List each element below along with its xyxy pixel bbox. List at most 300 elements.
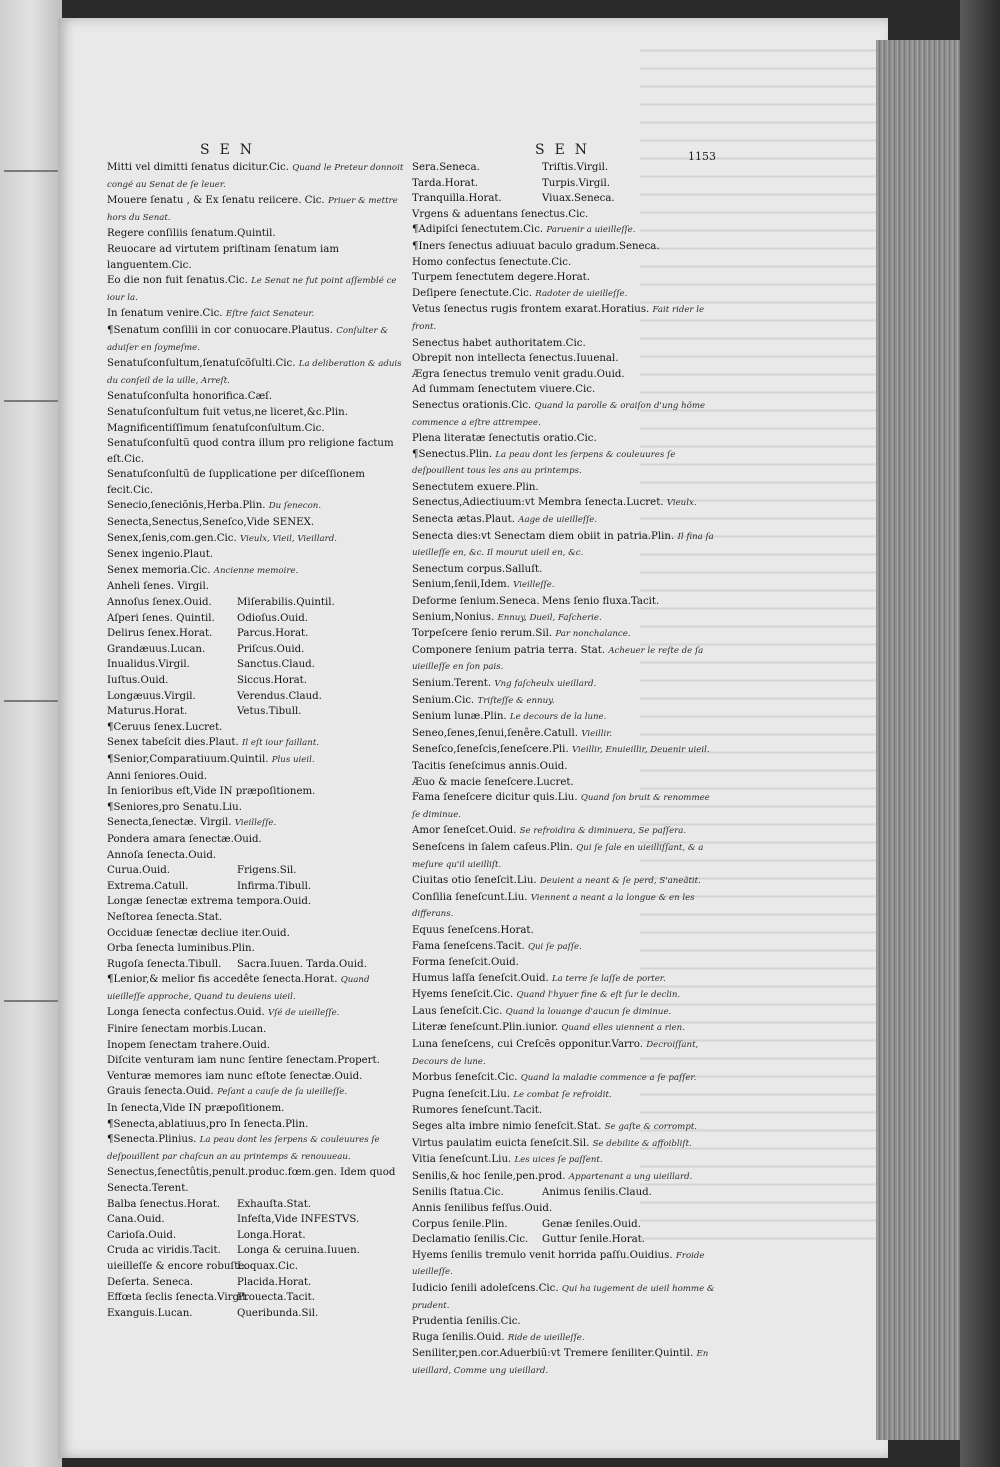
- entry-term: Sacra.Iuuen. Tarda.Ouid.: [237, 958, 367, 970]
- entry-term: Placida.Horat.: [237, 1276, 312, 1288]
- entry-pair: [107, 1243, 407, 1259]
- entry-term: Longa & ceruina.Iuuen.: [237, 1245, 360, 1257]
- entry-text: Senectutem exuere.Plin.: [412, 481, 539, 493]
- entry-text: Orba ſenecta luminibus.Plin.: [107, 943, 255, 955]
- dictionary-entry: [412, 955, 720, 971]
- french-gloss: La deliberation & aduis du conſeil de la uille, Arreſt.: [107, 359, 402, 386]
- french-gloss: Peſant a cauſe de ſa uieilleſſe.: [217, 1087, 348, 1098]
- french-gloss: Qui ſe ſale en uieilliſſant, & a meſure qu'il uieilliſt.: [412, 842, 704, 870]
- dictionary-entry: [412, 610, 720, 627]
- dictionary-entry: [412, 239, 720, 255]
- dictionary-entry: [107, 421, 407, 437]
- french-gloss: Vieillir, Enuieillir, Deuenir uieil.: [571, 745, 710, 756]
- dictionary-entry: [107, 160, 407, 193]
- dictionary-entry: [412, 987, 720, 1004]
- entry-term: Queribunda.Sil.: [237, 1307, 319, 1319]
- entry-text: Vitia ſeneſcunt.Liu.: [412, 1154, 512, 1166]
- entry-pair: [107, 611, 407, 627]
- dictionary-entry: [412, 1330, 720, 1347]
- dictionary-entry: [107, 547, 407, 563]
- dictionary-entry: [107, 1101, 407, 1117]
- entry-term: Rugoſa ſenecta.Tibull.: [107, 958, 222, 970]
- entry-pair: [107, 879, 407, 895]
- french-gloss: Vieillir.: [581, 728, 613, 739]
- french-gloss: Quand le Preteur donnoit congé au Senat de ſe leuer.: [107, 163, 404, 190]
- entry-text: In ſenioribus eſt,Vide IN præpoſitionem.: [107, 786, 316, 798]
- entry-term: Corpus ſenile.Plin.: [412, 1218, 508, 1230]
- entry-text: Senectus orationis.Cic.: [412, 399, 532, 411]
- entry-text: Hyems ſenilis tremulo venit horrida paſſu.Ouidius.: [412, 1249, 673, 1261]
- french-gloss: Il eſt iour faillant.: [241, 738, 320, 749]
- entry-term: Sanctus.Claud.: [237, 659, 315, 671]
- dictionary-entry: [107, 306, 407, 323]
- dictionary-entry: [107, 972, 407, 1005]
- entry-text: ¶Seniores,pro Senatu.Liu.: [107, 801, 242, 813]
- entry-text: Fama ſeneſcere dicitur quis.Liu.: [412, 792, 578, 804]
- entry-term: Vetus.Tibull.: [237, 706, 302, 718]
- entry-text: Senectus,Adiectiuum:vt Membra ſenecta.Lucret.: [412, 497, 664, 509]
- entry-text: Seges alta imbre nimio ſeneſcit.Stat.: [412, 1121, 602, 1133]
- dictionary-entry: [412, 676, 720, 693]
- entry-term: Mens ſenio fluxa.Tacit.: [542, 596, 660, 608]
- dictionary-entry: [107, 1165, 407, 1196]
- french-gloss: Ancienne memoire.: [213, 565, 299, 576]
- entry-text: Senecio,ſeneciõnis,Herba.Plin.: [107, 500, 266, 512]
- dictionary-entry: [412, 512, 720, 529]
- entry-text: Componere ſenium patria terra. Stat.: [412, 644, 606, 656]
- entry-pair: [107, 863, 407, 879]
- french-gloss: Le decours de la lune.: [509, 712, 607, 723]
- entry-term: Effœta ſeclis ſenecta.Virgil.: [107, 1292, 249, 1304]
- entry-text: Torpeſcere ſenio rerum.Sil.: [412, 628, 553, 640]
- entry-term: Animus ſenilis.Claud.: [542, 1187, 652, 1199]
- dictionary-entry: [412, 890, 720, 923]
- dictionary-entry: [412, 1087, 720, 1104]
- dictionary-entry: [107, 910, 407, 926]
- dictionary-entry: [412, 1004, 720, 1021]
- dictionary-entry: [107, 1038, 407, 1054]
- entry-term: Cana.Ouid.: [107, 1214, 165, 1226]
- entry-text: Magnificentiſſimum ſenatuſconſultum.Cic.: [107, 422, 325, 434]
- dictionary-entry: [107, 848, 407, 864]
- dictionary-entry: [412, 823, 720, 840]
- entry-text: Annoſa ſenecta.Ouid.: [107, 849, 217, 861]
- dictionary-entry: [412, 398, 720, 431]
- dictionary-entry: [107, 323, 407, 356]
- french-gloss: Qui ſe paſſe.: [527, 941, 582, 952]
- entry-text: In ſenecta,Vide IN præpoſitionem.: [107, 1103, 285, 1115]
- entry-text: Seneſcens in ſalem caſeus.Plin.: [412, 841, 573, 853]
- dictionary-entry: [412, 626, 720, 643]
- entry-text: ¶Senecta,ablatiuus,pro In ſenecta.Plin.: [107, 1118, 309, 1130]
- french-gloss: Vieilleſſe.: [513, 580, 555, 591]
- entry-text: Senectus,ſenectûtis,penult.produc.fœm.gen. Idem quod Senecta.Terent.: [107, 1167, 396, 1194]
- dictionary-entry: [412, 302, 720, 335]
- dictionary-entry: [412, 286, 720, 303]
- right-column: [412, 160, 720, 1380]
- dictionary-entry: [412, 207, 720, 223]
- entry-term: Delirus ſenex.Horat.: [107, 628, 213, 640]
- entry-text: Ruga ſenilis.Ouid.: [412, 1331, 505, 1343]
- entry-text: Morbus ſeneſcit.Cic.: [412, 1072, 518, 1084]
- dictionary-entry: [412, 382, 720, 398]
- dictionary-entry: [412, 775, 720, 791]
- entry-pair: [107, 673, 407, 689]
- entry-term: Maturus.Horat.: [107, 706, 188, 718]
- french-gloss: La peau dont les ſerpens & couleuures ſe deſpouillent par chaſcun an au printemps & renouueau.: [107, 1135, 380, 1162]
- dictionary-entry: [412, 562, 720, 578]
- dictionary-entry: [107, 1022, 407, 1038]
- french-gloss: Vieulx.: [666, 498, 697, 509]
- dictionary-entry: [107, 800, 407, 816]
- french-gloss: Par nonchalance.: [555, 629, 631, 640]
- french-gloss: Priuer & mettre hors du Senat.: [107, 196, 398, 223]
- dictionary-entry: [412, 367, 720, 383]
- dictionary-entry: [107, 1005, 407, 1022]
- dictionary-entry: [107, 832, 407, 848]
- french-gloss: Plus uieil.: [271, 754, 315, 765]
- entry-text: Humus laſſa ſeneſcit.Ouid.: [412, 972, 549, 984]
- entry-text: Hyems ſeneſcit.Cic.: [412, 989, 514, 1001]
- dictionary-entry: [107, 1053, 407, 1069]
- entry-pair: [107, 1259, 407, 1275]
- dictionary-entry: [107, 926, 407, 942]
- entry-term: Deſerta. Seneca.: [107, 1276, 194, 1288]
- entry-term: Parcus.Horat.: [237, 628, 309, 640]
- french-gloss: Eſtre faict Senateur.: [225, 309, 315, 320]
- entry-pair: [107, 626, 407, 642]
- dictionary-entry: [412, 431, 720, 447]
- french-gloss: Quand uieilleſſe approche, Quand tu deuiens uieil.: [107, 975, 370, 1002]
- french-gloss: Le combat ſe refroidit.: [513, 1089, 612, 1100]
- entry-text: Obrepit non intellecta ſenectus.Iuuenal.: [412, 353, 619, 365]
- dictionary-entry: [107, 273, 407, 306]
- entry-text: Iudicio ſenili adoleſcens.Cic.: [412, 1282, 559, 1294]
- entry-text: Vetus ſenectus rugis frontem exarat.Horatius.: [412, 304, 650, 316]
- entry-text: Senex ingenio.Plaut.: [107, 549, 214, 561]
- french-gloss: Acheuer le reſte de ſa uieilleſſe en ſon pais.: [412, 645, 704, 673]
- french-gloss: Il fina ſa uieilleſſe en, &c. Il mourut uieil en, &c.: [412, 531, 714, 559]
- dictionary-entry: [412, 693, 720, 710]
- entry-pair: [107, 642, 407, 658]
- entry-text: Eo die non fuit ſenatus.Cic.: [107, 275, 248, 287]
- french-gloss: Quand la louange d'aucun ſe diminue.: [505, 1006, 672, 1017]
- dictionary-entry: [412, 255, 720, 271]
- entry-pair: [107, 1275, 407, 1291]
- entry-text: Forma ſeneſcit.Ouid.: [412, 957, 519, 969]
- dictionary-entry: [412, 790, 720, 823]
- entry-pair: [107, 1212, 407, 1228]
- entry-text: Senatuſconſultũ quod contra illum pro religione factum eſt.Cic.: [107, 438, 394, 465]
- french-gloss: En uieillard, Comme ung uieillard.: [412, 1349, 709, 1376]
- entry-term: Viuax.Seneca.: [542, 193, 615, 205]
- entry-text: Senium,ſenii,Idem.: [412, 579, 510, 591]
- dictionary-entry: [412, 480, 720, 496]
- entry-text: Diſcite venturam iam nunc ſentire ſenectam.Propert.: [107, 1055, 380, 1067]
- french-gloss: Les uices ſe paſſent.: [514, 1155, 603, 1166]
- running-head-right: SEN: [535, 142, 598, 158]
- entry-text: Rumores ſeneſcunt.Tacit.: [412, 1105, 543, 1117]
- entry-text: ¶Senatum conſilii in cor conuocare.Plautus.: [107, 324, 334, 336]
- dictionary-entry: [107, 784, 407, 800]
- dictionary-entry: [412, 495, 720, 512]
- entry-text: Senex tabeſcit dies.Plaut.: [107, 737, 239, 749]
- entry-text: Reuocare ad virtutem priſtinam ſenatum iam languentem.Cic.: [107, 243, 339, 271]
- entry-text: Laus ſeneſcit.Cic.: [412, 1005, 503, 1017]
- entry-term: Verendus.Claud.: [237, 690, 322, 702]
- entry-text: Senatuſconſultum fuit vetus,ne liceret,&c.Plin.: [107, 406, 348, 418]
- entry-term: uieilleſſe & encore robuſte.: [107, 1260, 248, 1272]
- left-column: [107, 160, 407, 1321]
- entry-text: Anni ſeniores.Ouid.: [107, 770, 208, 782]
- dictionary-entry: [107, 752, 407, 769]
- binding-shadow: [960, 0, 1000, 1467]
- dictionary-entry: [412, 529, 720, 562]
- entry-term: Iuſtus.Ouid.: [107, 675, 169, 686]
- french-gloss: Radoter de uieilleſſe.: [535, 288, 628, 299]
- entry-text: Senecta,Senectus,Seneſco,Vide SENEX.: [107, 517, 315, 529]
- dictionary-entry: [412, 270, 720, 286]
- entry-term: Triſtis.Virgil.: [542, 162, 609, 173]
- entry-text: Fama ſeneſcens.Tacit.: [412, 940, 525, 952]
- entry-text: In ſenatum venire.Cic.: [107, 308, 223, 320]
- entry-pair: [412, 594, 720, 610]
- entry-text: Literæ ſeneſcunt.Plin.iunior.: [412, 1022, 559, 1034]
- dictionary-entry: [412, 759, 720, 775]
- entry-term: Extrema.Catull.: [107, 880, 189, 892]
- entry-text: Inopem ſenectam trahere.Ouid.: [107, 1039, 271, 1051]
- entry-term: Declamatio ſenilis.Cic.: [412, 1234, 529, 1246]
- dictionary-entry: [412, 447, 720, 480]
- entry-term: Exanguis.Lucan.: [107, 1307, 193, 1319]
- french-gloss: Quand la parolle & oraiſon d'ung hõme commence a eſtre attrempee.: [412, 400, 706, 428]
- dictionary-entry: [412, 1314, 720, 1330]
- entry-term: Deforme ſenium.Seneca.: [412, 596, 540, 608]
- entry-text: Ægra ſenectus tremulo venit gradu.Ouid.: [412, 368, 625, 380]
- entry-text: Senex,ſenis,com.gen.Cic.: [107, 532, 237, 544]
- french-gloss: Vieulx, Vieil, Vieillard.: [240, 533, 337, 544]
- french-gloss: Quand l'hyuer fine & eſt ſur le declin.: [516, 990, 681, 1001]
- entry-text: Turpem ſenectutem degere.Horat.: [412, 272, 590, 284]
- entry-term: Aſperi ſenes. Quintil.: [107, 612, 215, 624]
- entry-text: Prudentia ſenilis.Cic.: [412, 1316, 521, 1328]
- entry-text: ¶Adipiſci ſenectutem.Cic.: [412, 224, 544, 236]
- dictionary-entry: [107, 720, 407, 736]
- entry-text: Senium.Terent.: [412, 678, 492, 689]
- entry-text: Deſipere ſenectute.Cic.: [412, 287, 533, 299]
- entry-term: Infeſta,Vide INFESTVS.: [237, 1214, 360, 1226]
- entry-text: Pondera amara ſenectæ.Ouid.: [107, 833, 262, 845]
- entry-term: Infirma.Tibull.: [237, 880, 312, 892]
- dictionary-entry: [107, 769, 407, 785]
- french-gloss: Vſé de uieilleſſe.: [268, 1008, 340, 1019]
- dictionary-entry: [412, 923, 720, 939]
- entry-term: Genæ ſeniles.Ouid.: [542, 1218, 641, 1230]
- dictionary-entry: [412, 726, 720, 743]
- entry-term: Longæuus.Virgil.: [107, 690, 196, 702]
- entry-text: ¶Ceruus ſenex.Lucret.: [107, 721, 223, 733]
- entry-pair: [107, 1290, 407, 1306]
- dictionary-entry: [107, 436, 407, 467]
- french-gloss: Triſteſſe & ennuy.: [477, 695, 555, 706]
- dictionary-entry: [412, 351, 720, 367]
- entry-text: Plena literatæ ſenectutis oratio.Cic.: [412, 433, 597, 445]
- entry-term: Senilis ſtatua.Cic.: [412, 1187, 504, 1199]
- dictionary-entry: [107, 226, 407, 242]
- french-gloss: Se debilite & affoibliſt.: [592, 1138, 692, 1149]
- entry-text: Seneſco,ſeneſcis,ſeneſcere.Pli.: [412, 744, 569, 756]
- entry-text: Venturæ memores iam nunc eſtote ſenectæ.Ouid.: [107, 1070, 363, 1082]
- dictionary-entry: [107, 356, 407, 389]
- entry-term: Frigens.Sil.: [237, 865, 297, 877]
- entry-term: Loquax.Cic.: [237, 1260, 299, 1272]
- entry-text: Longa ſenecta confectus.Ouid.: [107, 1007, 265, 1019]
- dictionary-entry: [107, 815, 407, 832]
- entry-pair: [107, 957, 407, 973]
- dictionary-entry: [107, 1069, 407, 1085]
- entry-text: Senium.Cic.: [412, 694, 475, 706]
- dictionary-entry: [107, 1117, 407, 1133]
- dictionary-entry: [107, 531, 407, 548]
- dictionary-entry: [107, 579, 407, 595]
- entry-term: Exhauſta.Stat.: [237, 1198, 312, 1210]
- entry-pair: [107, 657, 407, 673]
- entry-text: ¶Senecta.Plinius.: [107, 1134, 197, 1146]
- dictionary-entry: [412, 1070, 720, 1087]
- entry-text: Æuo & macie ſeneſcere.Lucret.: [412, 776, 574, 788]
- dictionary-entry: [107, 498, 407, 515]
- entry-text: Occiduæ ſenectæ decliue iter.Ouid.: [107, 927, 290, 939]
- french-gloss: Deuient a neant & ſe perd, S'aneãtit.: [539, 876, 701, 887]
- dictionary-entry: [412, 1169, 720, 1186]
- entry-text: Anheli ſenes. Virgil.: [107, 581, 209, 593]
- dictionary-entry: [107, 405, 407, 421]
- french-gloss: Le Senat ne fut point aſſemblé ce iour la.: [107, 276, 397, 303]
- entry-term: Miſerabilis.Quintil.: [237, 597, 335, 609]
- dictionary-entry: [412, 840, 720, 873]
- entry-text: Senium lunæ.Plin.: [412, 711, 507, 723]
- entry-pair: [107, 1228, 407, 1244]
- entry-pair: [412, 176, 720, 192]
- french-gloss: La terre ſe laſſe de porter.: [551, 973, 666, 984]
- entry-text: Senatuſconſultũ de ſupplicatione per diſceſſionem fecit.Cic.: [107, 469, 365, 496]
- entry-text: Annis ſenilibus feſſus.Ouid.: [412, 1203, 553, 1214]
- entry-term: Cruda ac viridis.Tacit.: [107, 1245, 221, 1257]
- entry-text: Vrgens & aduentans ſenectus.Cic.: [412, 208, 589, 220]
- entry-text: Finire ſenectam morbis.Lucan.: [107, 1024, 267, 1036]
- dictionary-entry: [107, 1084, 407, 1101]
- dictionary-entry: [107, 467, 407, 498]
- entry-text: Amor ſeneſcet.Ouid.: [412, 825, 517, 837]
- entry-pair: [412, 160, 720, 176]
- page-number: 1153: [688, 150, 716, 163]
- entry-text: Senecta,ſenectæ. Virgil.: [107, 817, 232, 829]
- dictionary-entry: [412, 1037, 720, 1070]
- entry-text: Senilis,& hoc ſenile,pen.prod.: [412, 1170, 566, 1182]
- entry-text: ¶Senectus.Plin.: [412, 448, 493, 460]
- entry-text: Senecta dies:vt Senectam diem obiit in patria.Plin.: [412, 530, 675, 542]
- french-gloss: Qui ha iugement de uieil homme & prudent.: [412, 1283, 715, 1311]
- dictionary-entry: [412, 971, 720, 988]
- french-gloss: Decroiſſant, Decours de lune.: [412, 1040, 699, 1067]
- dictionary-entry: [412, 1020, 720, 1037]
- entry-text: Tacitis ſeneſcimus annis.Ouid.: [412, 760, 568, 772]
- dictionary-entry: [412, 1201, 720, 1217]
- entry-term: Prouecta.Tacit.: [237, 1292, 315, 1304]
- entry-term: Curua.Ouid.: [107, 865, 171, 877]
- entry-text: Longæ ſenectæ extrema tempora.Ouid.: [107, 896, 312, 908]
- dictionary-entry: [107, 941, 407, 957]
- entry-term: Carioſa.Ouid.: [107, 1229, 177, 1241]
- entry-text: Mitti vel dimitti ſenatus dicitur.Cic.: [107, 162, 289, 173]
- entry-pair: [107, 1306, 407, 1322]
- entry-term: Grandæuus.Lucan.: [107, 643, 206, 655]
- dictionary-entry: [107, 242, 407, 273]
- entry-pair: [412, 1185, 720, 1201]
- entry-text: Seneo,ſenes,ſenui,ſenêre.Catull.: [412, 727, 579, 739]
- french-gloss: Ride de uieilleſſe.: [507, 1332, 585, 1343]
- dictionary-entry: [412, 709, 720, 726]
- entry-pair: [412, 1232, 720, 1248]
- entry-term: Priſcus.Ouid.: [237, 643, 305, 655]
- entry-text: Virtus paulatim euicta ſeneſcit.Sil.: [412, 1137, 590, 1149]
- entry-text: Neſtorea ſenecta.Stat.: [107, 911, 223, 923]
- dictionary-entry: [107, 193, 407, 226]
- dictionary-entry: [412, 336, 720, 352]
- entry-text: Luna ſeneſcens, cui Creſcẽs opponitur.Varro.: [412, 1039, 643, 1051]
- entry-term: Guttur ſenile.Horat.: [542, 1234, 645, 1246]
- french-gloss: Quand la maladie commence a ſe paſſer.: [520, 1073, 697, 1084]
- entry-term: Longa.Horat.: [237, 1229, 306, 1241]
- entry-text: ¶Lenior,& melior fis accedête ſenecta.Horat.: [107, 974, 338, 986]
- entry-text: Conſilia ſeneſcunt.Liu.: [412, 891, 528, 903]
- entry-term: Inualidus.Virgil.: [107, 659, 190, 671]
- french-gloss: Quand ſon bruit & renommee ſe diminue.: [412, 793, 710, 820]
- entry-term: Odioſus.Ouid.: [237, 612, 308, 624]
- french-gloss: La peau dont les ſerpens & couleuures ſe deſpouillent tous les ans au printemps.: [412, 449, 676, 477]
- dictionary-entry: [412, 742, 720, 759]
- entry-text: Senex memoria.Cic.: [107, 564, 211, 576]
- french-gloss: Fait rider le front.: [412, 305, 705, 332]
- running-head-left: SEN: [200, 142, 263, 158]
- entry-text: Homo confectus ſenectute.Cic.: [412, 256, 572, 268]
- entry-text: Regere conſiliis ſenatum.Quintil.: [107, 228, 276, 240]
- dictionary-entry: [412, 1248, 720, 1281]
- entry-text: Senecta ætas.Plaut.: [412, 514, 515, 526]
- entry-term: Tarda.Horat.: [412, 177, 479, 189]
- dictionary-entry: [107, 515, 407, 531]
- entry-pair: [107, 689, 407, 705]
- entry-pair: [107, 595, 407, 611]
- dictionary-entry: [412, 222, 720, 239]
- dictionary-entry: [412, 873, 720, 890]
- entry-term: Turpis.Virgil.: [542, 177, 611, 189]
- entry-pair: [107, 704, 407, 720]
- french-gloss: Vieilleſſe.: [234, 818, 277, 829]
- entry-pair: [107, 1197, 407, 1213]
- entry-text: Senatuſconſultum,ſenatuſcõſulti.Cic.: [107, 358, 296, 370]
- entry-text: Senatuſconſulta honorifica.Cæſ.: [107, 391, 273, 403]
- dictionary-entry: [412, 1103, 720, 1119]
- french-gloss: Conſulter & aduiſer en ſoymeſme.: [107, 325, 389, 353]
- dictionary-entry: [412, 1281, 720, 1314]
- entry-term: Balba ſenectus.Horat.: [107, 1198, 221, 1210]
- entry-text: Pugna ſeneſcit.Liu.: [412, 1088, 511, 1100]
- facing-page-edge: [0, 0, 62, 1467]
- entry-term: Tranquilla.Horat.: [412, 193, 502, 205]
- dictionary-entry: [412, 643, 720, 676]
- dictionary-entry: [412, 939, 720, 956]
